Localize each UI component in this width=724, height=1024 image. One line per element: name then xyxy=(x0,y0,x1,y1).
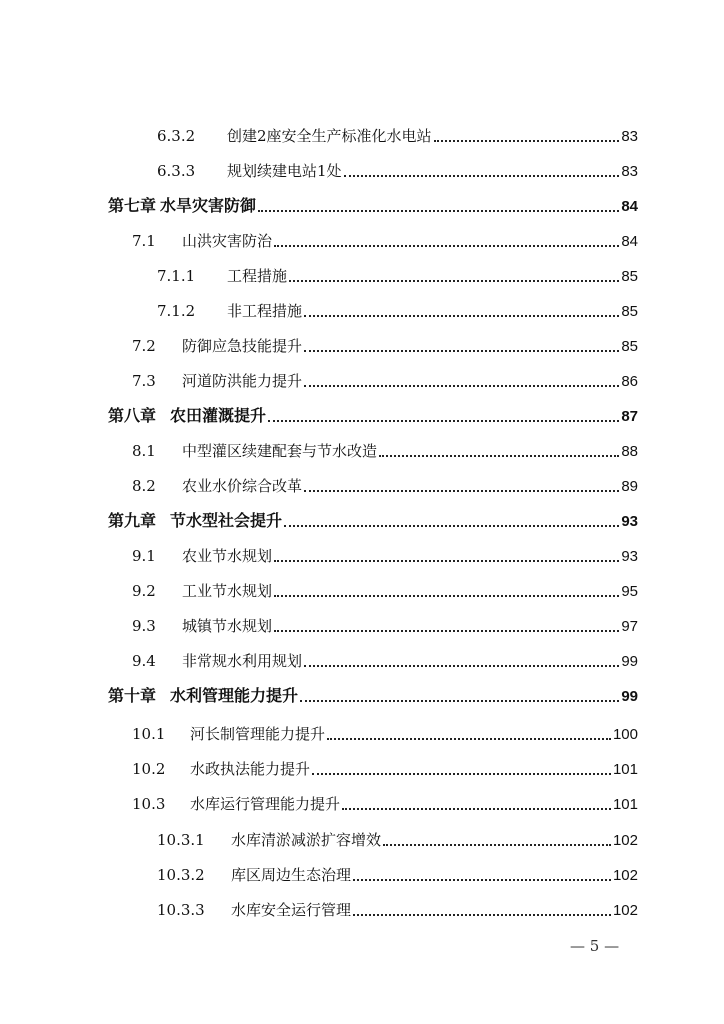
toc-entry-9-2[interactable] xyxy=(132,579,638,603)
toc-title: 非工程措施 xyxy=(227,302,303,320)
toc-number: 第十章 xyxy=(108,686,157,705)
dot-leader xyxy=(312,773,611,775)
toc-number: 10.2 xyxy=(132,760,166,778)
toc-title: 创建2座安全生产标准化水电站 xyxy=(227,127,432,145)
toc-entry-9-4[interactable] xyxy=(132,649,638,673)
toc-page: 93 xyxy=(621,548,638,565)
toc-number: 第七章 xyxy=(108,196,157,215)
toc-number: 6.3.2 xyxy=(157,127,196,145)
toc-entry-9-3[interactable] xyxy=(132,614,638,638)
toc-number: 10.1 xyxy=(132,725,166,743)
toc-number: 8.1 xyxy=(132,442,156,460)
toc-title: 农业节水规划 xyxy=(182,547,273,565)
toc-number: 8.2 xyxy=(132,477,156,495)
toc-number: 9.1 xyxy=(132,547,156,565)
toc-entry-chapter-8[interactable] xyxy=(108,404,638,428)
toc-title: 防御应急技能提升 xyxy=(182,337,303,355)
toc-number: 9.4 xyxy=(132,652,156,670)
toc-entry-8-2[interactable] xyxy=(132,474,638,498)
toc-page: 102 xyxy=(612,902,638,919)
dot-leader xyxy=(344,175,620,177)
toc-page: 83 xyxy=(621,163,638,180)
dot-leader xyxy=(304,315,619,317)
toc-number: 9.2 xyxy=(132,582,156,600)
toc-page: 85 xyxy=(621,338,638,355)
dot-leader xyxy=(383,844,611,846)
toc-page: 86 xyxy=(621,373,638,390)
dot-leader xyxy=(434,140,620,142)
toc-page: 87 xyxy=(621,408,638,425)
dot-leader xyxy=(353,914,611,916)
toc-title: 河道防洪能力提升 xyxy=(182,372,303,390)
toc-entry-chapter-10[interactable] xyxy=(108,684,638,708)
toc-number: 7.3 xyxy=(132,372,156,390)
toc-title: 工业节水规划 xyxy=(182,582,273,600)
toc-number: 10.3.1 xyxy=(157,831,205,849)
toc-page: 102 xyxy=(612,867,638,884)
toc-page: 99 xyxy=(621,688,638,705)
toc-number: 7.1 xyxy=(132,232,156,250)
toc-entry-7-1[interactable] xyxy=(132,229,638,253)
toc-number: 10.3.3 xyxy=(157,901,205,919)
dot-leader xyxy=(304,490,619,492)
dot-leader xyxy=(274,595,619,597)
toc-page: 85 xyxy=(621,303,638,320)
toc-entry-chapter-9[interactable] xyxy=(108,509,638,533)
toc-page: 101 xyxy=(612,761,638,778)
dot-leader xyxy=(258,210,619,212)
toc-title: 水库清淤减淤扩容增效 xyxy=(231,831,382,849)
toc-page: 95 xyxy=(621,583,638,600)
dot-leader xyxy=(274,245,619,247)
toc-entry-6-3-3[interactable] xyxy=(157,159,638,183)
toc-number: 10.3 xyxy=(132,795,166,813)
toc-page: 85 xyxy=(621,268,638,285)
toc-page: 97 xyxy=(621,618,638,635)
toc-number: 9.3 xyxy=(132,617,156,635)
dot-leader xyxy=(274,630,619,632)
toc-entry-7-1-1[interactable] xyxy=(157,264,638,288)
dot-leader xyxy=(284,525,619,527)
toc-entry-10-3[interactable] xyxy=(132,792,638,816)
dot-leader xyxy=(300,700,619,702)
toc-entry-9-1[interactable] xyxy=(132,544,638,568)
toc-entry-10-3-2[interactable] xyxy=(157,863,638,887)
dot-leader xyxy=(304,350,619,352)
toc-page: 84 xyxy=(621,233,638,250)
toc-entry-10-2[interactable] xyxy=(132,757,638,781)
dot-leader xyxy=(304,665,619,667)
toc-entry-10-3-3[interactable] xyxy=(157,898,638,922)
toc-page: 93 xyxy=(621,513,638,530)
toc-number: 7.2 xyxy=(132,337,156,355)
toc-title: 城镇节水规划 xyxy=(182,617,273,635)
toc-page: 84 xyxy=(621,198,638,215)
toc-page: 101 xyxy=(612,796,638,813)
toc-entry-10-3-1[interactable] xyxy=(157,828,638,852)
dot-leader xyxy=(379,455,619,457)
toc-title: 农业水价综合改革 xyxy=(182,477,303,495)
toc-title: 河长制管理能力提升 xyxy=(190,725,326,743)
toc-page: 83 xyxy=(621,128,638,145)
dot-leader xyxy=(289,280,619,282)
toc-number: 6.3.3 xyxy=(157,162,196,180)
toc-title: 库区周边生态治理 xyxy=(231,866,352,884)
toc-page: 89 xyxy=(621,478,638,495)
toc-page: 100 xyxy=(612,726,638,743)
toc-title: 水旱灾害防御 xyxy=(160,196,257,215)
toc-title: 农田灌溉提升 xyxy=(170,406,267,425)
toc-entry-7-1-2[interactable] xyxy=(157,299,638,323)
toc-title: 节水型社会提升 xyxy=(170,511,283,530)
toc-title: 规划续建电站1处 xyxy=(227,162,342,180)
toc-entry-10-1[interactable] xyxy=(132,722,638,746)
toc-number: 10.3.2 xyxy=(157,866,205,884)
toc-entry-8-1[interactable] xyxy=(132,439,638,463)
toc-number: 第八章 xyxy=(108,406,157,425)
toc-entry-7-3[interactable] xyxy=(132,369,638,393)
dot-leader xyxy=(304,385,619,387)
toc-title: 水政执法能力提升 xyxy=(190,760,311,778)
dot-leader xyxy=(327,738,611,740)
toc-page: 99 xyxy=(621,653,638,670)
toc-entry-chapter-7[interactable] xyxy=(108,194,638,218)
toc-title: 水利管理能力提升 xyxy=(170,686,299,705)
toc-title: 中型灌区续建配套与节水改造 xyxy=(182,442,378,460)
toc-title: 工程措施 xyxy=(227,267,288,285)
toc-number: 7.1.2 xyxy=(157,302,196,320)
toc-entry-6-3-2[interactable] xyxy=(157,124,638,148)
toc-number: 第九章 xyxy=(108,511,157,530)
toc-entry-7-2[interactable] xyxy=(132,334,638,358)
toc-page: 102 xyxy=(612,832,638,849)
toc-page: 88 xyxy=(621,443,638,460)
dot-leader xyxy=(353,879,611,881)
dot-leader xyxy=(268,420,619,422)
toc-number: 7.1.1 xyxy=(157,267,196,285)
toc-title: 水库运行管理能力提升 xyxy=(190,795,341,813)
toc-title: 山洪灾害防治 xyxy=(182,232,273,250)
toc-title: 水库安全运行管理 xyxy=(231,901,352,919)
toc-title: 非常规水利用规划 xyxy=(182,652,303,670)
page-number-footer: — 5 — xyxy=(570,937,620,955)
dot-leader xyxy=(274,560,619,562)
dot-leader xyxy=(342,808,611,810)
